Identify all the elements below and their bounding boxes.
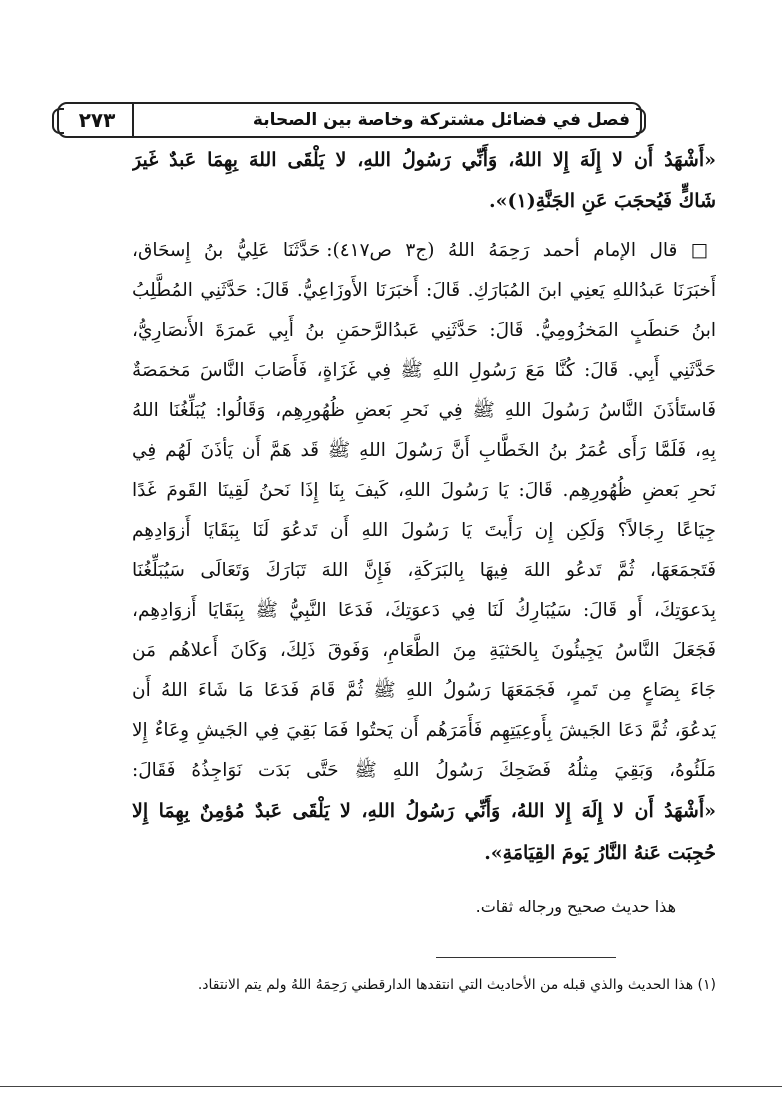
header-ornament-right <box>636 108 646 134</box>
text-line: مَلَئُوهُ، وَبَقِيَ مِثلُهُ فَضَحِكَ رَسُولُ اللهِ ﷺ حَتَّى بَدَت نَوَاجِذُهُ فَقَالَ: <box>132 760 716 781</box>
header-ornament-left <box>52 108 64 134</box>
header-divider <box>132 104 134 138</box>
text-line: جِيَاعًا رِجَالاً؟ وَلَكِن إِن رَأَيتَ يَا رَسُولَ اللهِ أَن تَدعُوَ لَنَا بِبَقَايَا أَزوَادِهِم <box>132 520 716 541</box>
text-line: نَحرِ بَعضِ ظُهُورِهِم. قَالَ: يَا رَسُولَ اللهِ، كَيفَ بِنَا إِذَا نَحنُ لَقِينَا القَومَ غَدًا <box>132 480 716 501</box>
text-line: «أَشْهَدُ أَن لا إِلَهَ إِلا اللهُ، وَأَنِّي رَسُولُ اللهِ، لا يَلْقَى عَبدٌ مُؤمِنٌ بِهِمَا إِلا <box>132 800 716 822</box>
text-line: «أَشْهَدُ أَن لا إِلَهَ إِلا اللهُ، وَأَنِّي رَسُولُ اللهِ، لا يَلْقَى اللهَ بِهِمَا عَبدٌ غَيرَ <box>132 149 716 171</box>
running-head: فصل في فضائل مشتركة وخاصة بين الصحابة <box>252 110 630 130</box>
text-line: فَتَجمَعَهَا، ثُمَّ تَدعُو اللهَ فِيهَا بِالبَرَكَةِ، فَإِنَّ اللهَ تَبَارَكَ وَتَعَالَى سَيُبَلِّغُنَا <box>132 560 716 581</box>
footnote-separator <box>436 957 616 958</box>
text-line: بِهِ، فَلَمَّا رَأَى عُمَرُ بنُ الخَطَّابِ أَنَّ رَسُولَ اللهِ ﷺ قَد هَمَّ أَن يَأذَنَ لَهُم فِي <box>132 440 716 461</box>
text-line: بِدَعوَتِكَ، أَو قَالَ: سَيُبَارِكُ لَنَا فِي دَعوَتِكَ، فَدَعَا النَّبِيُّ ﷺ بِبَقَايَا أَزوَادِهِم، <box>132 600 716 621</box>
footnote: (١) هذا الحديث والذي قبله من الأحاديث التي انتقدها الدارقطني رَحِمَهُ اللهُ ولم يتم الانتقاد. <box>197 977 716 993</box>
hadith-grade: هذا حديث صحيح ورجاله ثقات. <box>475 897 676 916</box>
text-line: شَاكٍّ فَيُحجَبَ عَنِ الجَنَّةِ(١)». <box>489 190 716 212</box>
text-line: فَاستَأذَنَ النَّاسُ رَسُولَ اللهِ ﷺ فِي نَحرِ بَعضِ ظُهُورِهِم، وَقَالُوا: يُبَلِّغُنَا اللهُ <box>132 400 716 421</box>
text-line: يَدعُوَ، ثُمَّ دَعَا الجَيشَ بِأَوعِيَتِهِم فَأَمَرَهُم أَن يَحتُوا فَمَا بَقِيَ فِي الجَيشِ وِعَاءٌ إِلا <box>132 720 716 741</box>
page-number: ٢٧٣ <box>78 108 116 132</box>
text-line: ابنُ حَنطَبٍ المَخزُومِيُّ. قَالَ: حَدَّثَنِي عَبدُالرَّحمَنِ بنُ أَبِي عَمرَةَ الأَنصَارِيُّ، <box>132 320 716 341</box>
text-line: □ قال الإمام أحمد رَحِمَهُ اللهُ (ج٣ ص٤١٧): حَدَّثَنَا عَلِيُّ بنُ إِسحَاق، <box>132 240 716 261</box>
text-line: حَدَّثَنِي أَبِي. قَالَ: كُنَّا مَعَ رَسُولِ اللهِ ﷺ فِي غَزَاةٍ، فَأَصَابَ النَّاسَ مَخمَصَةٌ <box>132 360 716 381</box>
text-line: فَجَعَلَ النَّاسُ يَجِيئُونَ بِالحَثيَةِ مِنَ الطَّعَامِ، وَفَوقَ ذَلِكَ، وَكَانَ أَعلاهُم مَن <box>132 640 716 661</box>
page-bottom-rule <box>0 1086 782 1087</box>
text-line: أَخبَرَنَا عَبدُاللهِ يَعنِي ابنَ المُبَارَكِ. قَالَ: أَخبَرَنَا الأَوزَاعِيُّ. قَالَ: حَدَّثَنِي المُطَّلِبُ <box>132 280 716 301</box>
text-line: حُجِبَت عَنهُ النَّارُ يَومَ القِيَامَةِ». <box>484 842 716 864</box>
text-line: جَاءَ بِصَاعٍ مِن تَمرٍ، فَجَمَعَهَا رَسُولُ اللهِ ﷺ ثُمَّ قَامَ فَدَعَا مَا شَاءَ اللهُ أَن <box>132 680 716 701</box>
